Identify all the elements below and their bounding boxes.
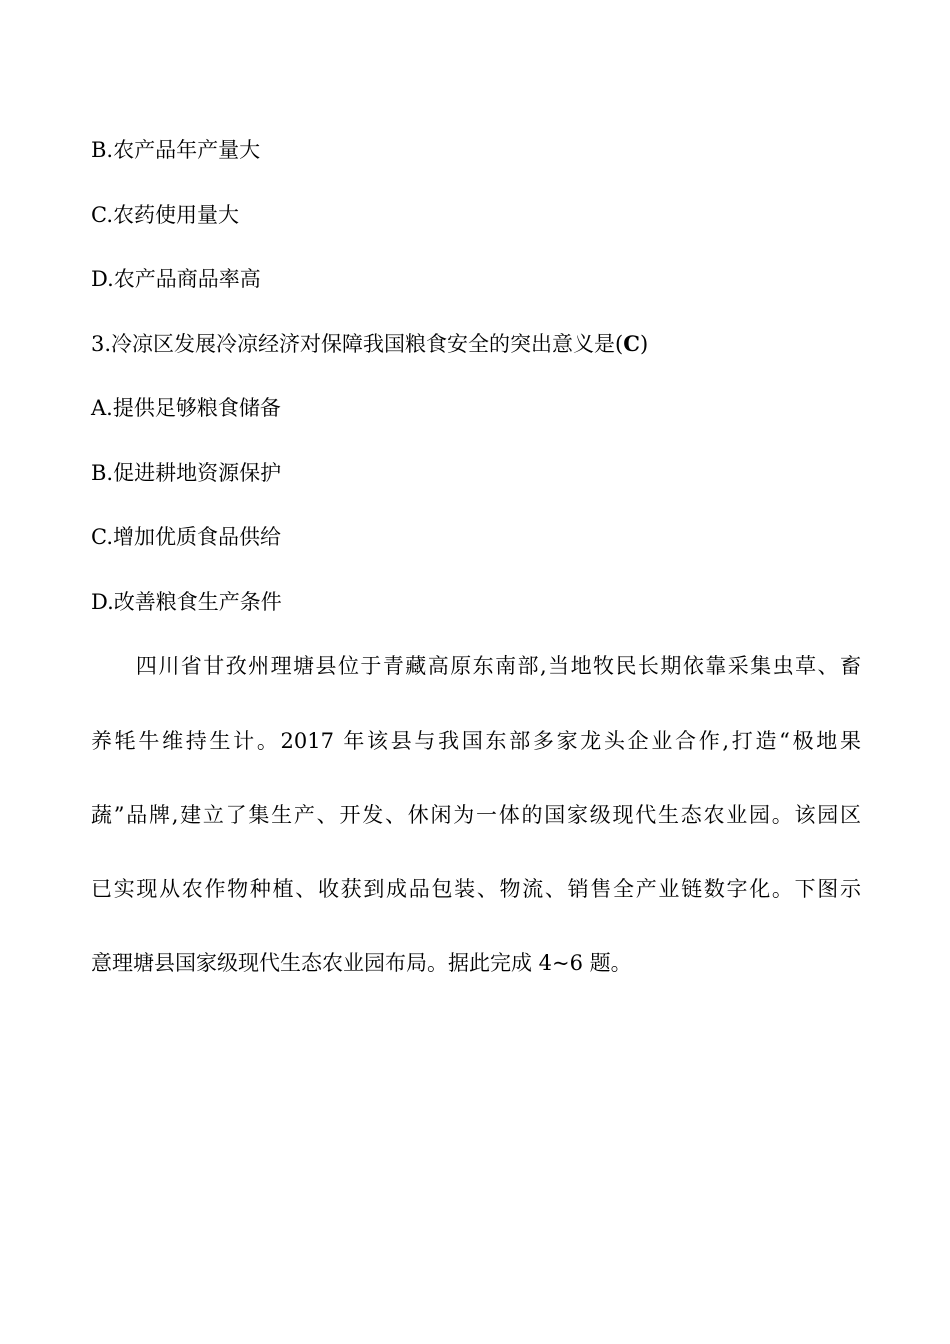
option-q2-d: D.农产品商品率高 [91, 267, 261, 291]
option-q3-c: C.增加优质食品供给 [91, 525, 281, 549]
passage-line: 蔬”品牌,建立了集生产、开发、休闲为一体的国家级现代生态农业园。该园区 [91, 803, 861, 827]
passage-line: 已实现从农作物种植、收获到成品包装、物流、销售全产业链数字化。下图示 [91, 877, 861, 901]
passage-line: 意理塘县国家级现代生态农业园布局。据此完成 4~6 题。 [91, 951, 632, 975]
passage-line: 四川省甘孜州理塘县位于青藏高原东南部,当地牧民长期依靠采集虫草、畜 [91, 654, 861, 678]
question-3-close: ) [639, 332, 649, 356]
option-q3-b: B.促进耕地资源保护 [91, 461, 282, 485]
option-q2-c: C.农药使用量大 [91, 203, 239, 227]
passage-line: 养牦牛维持生计。2017 年该县与我国东部多家龙头企业合作,打造“极地果 [91, 729, 861, 753]
question-3-answer: C [623, 331, 640, 356]
option-q3-a: A.提供足够粮食储备 [91, 396, 281, 420]
question-3-text: 3.冷凉区发展冷凉经济对保障我国粮食安全的突出意义是( [91, 332, 624, 356]
option-q2-b: B.农产品年产量大 [91, 138, 261, 162]
option-q3-d: D.改善粮食生产条件 [91, 590, 282, 614]
passage-paragraph [91, 652, 861, 975]
question-3-stem [91, 330, 648, 358]
